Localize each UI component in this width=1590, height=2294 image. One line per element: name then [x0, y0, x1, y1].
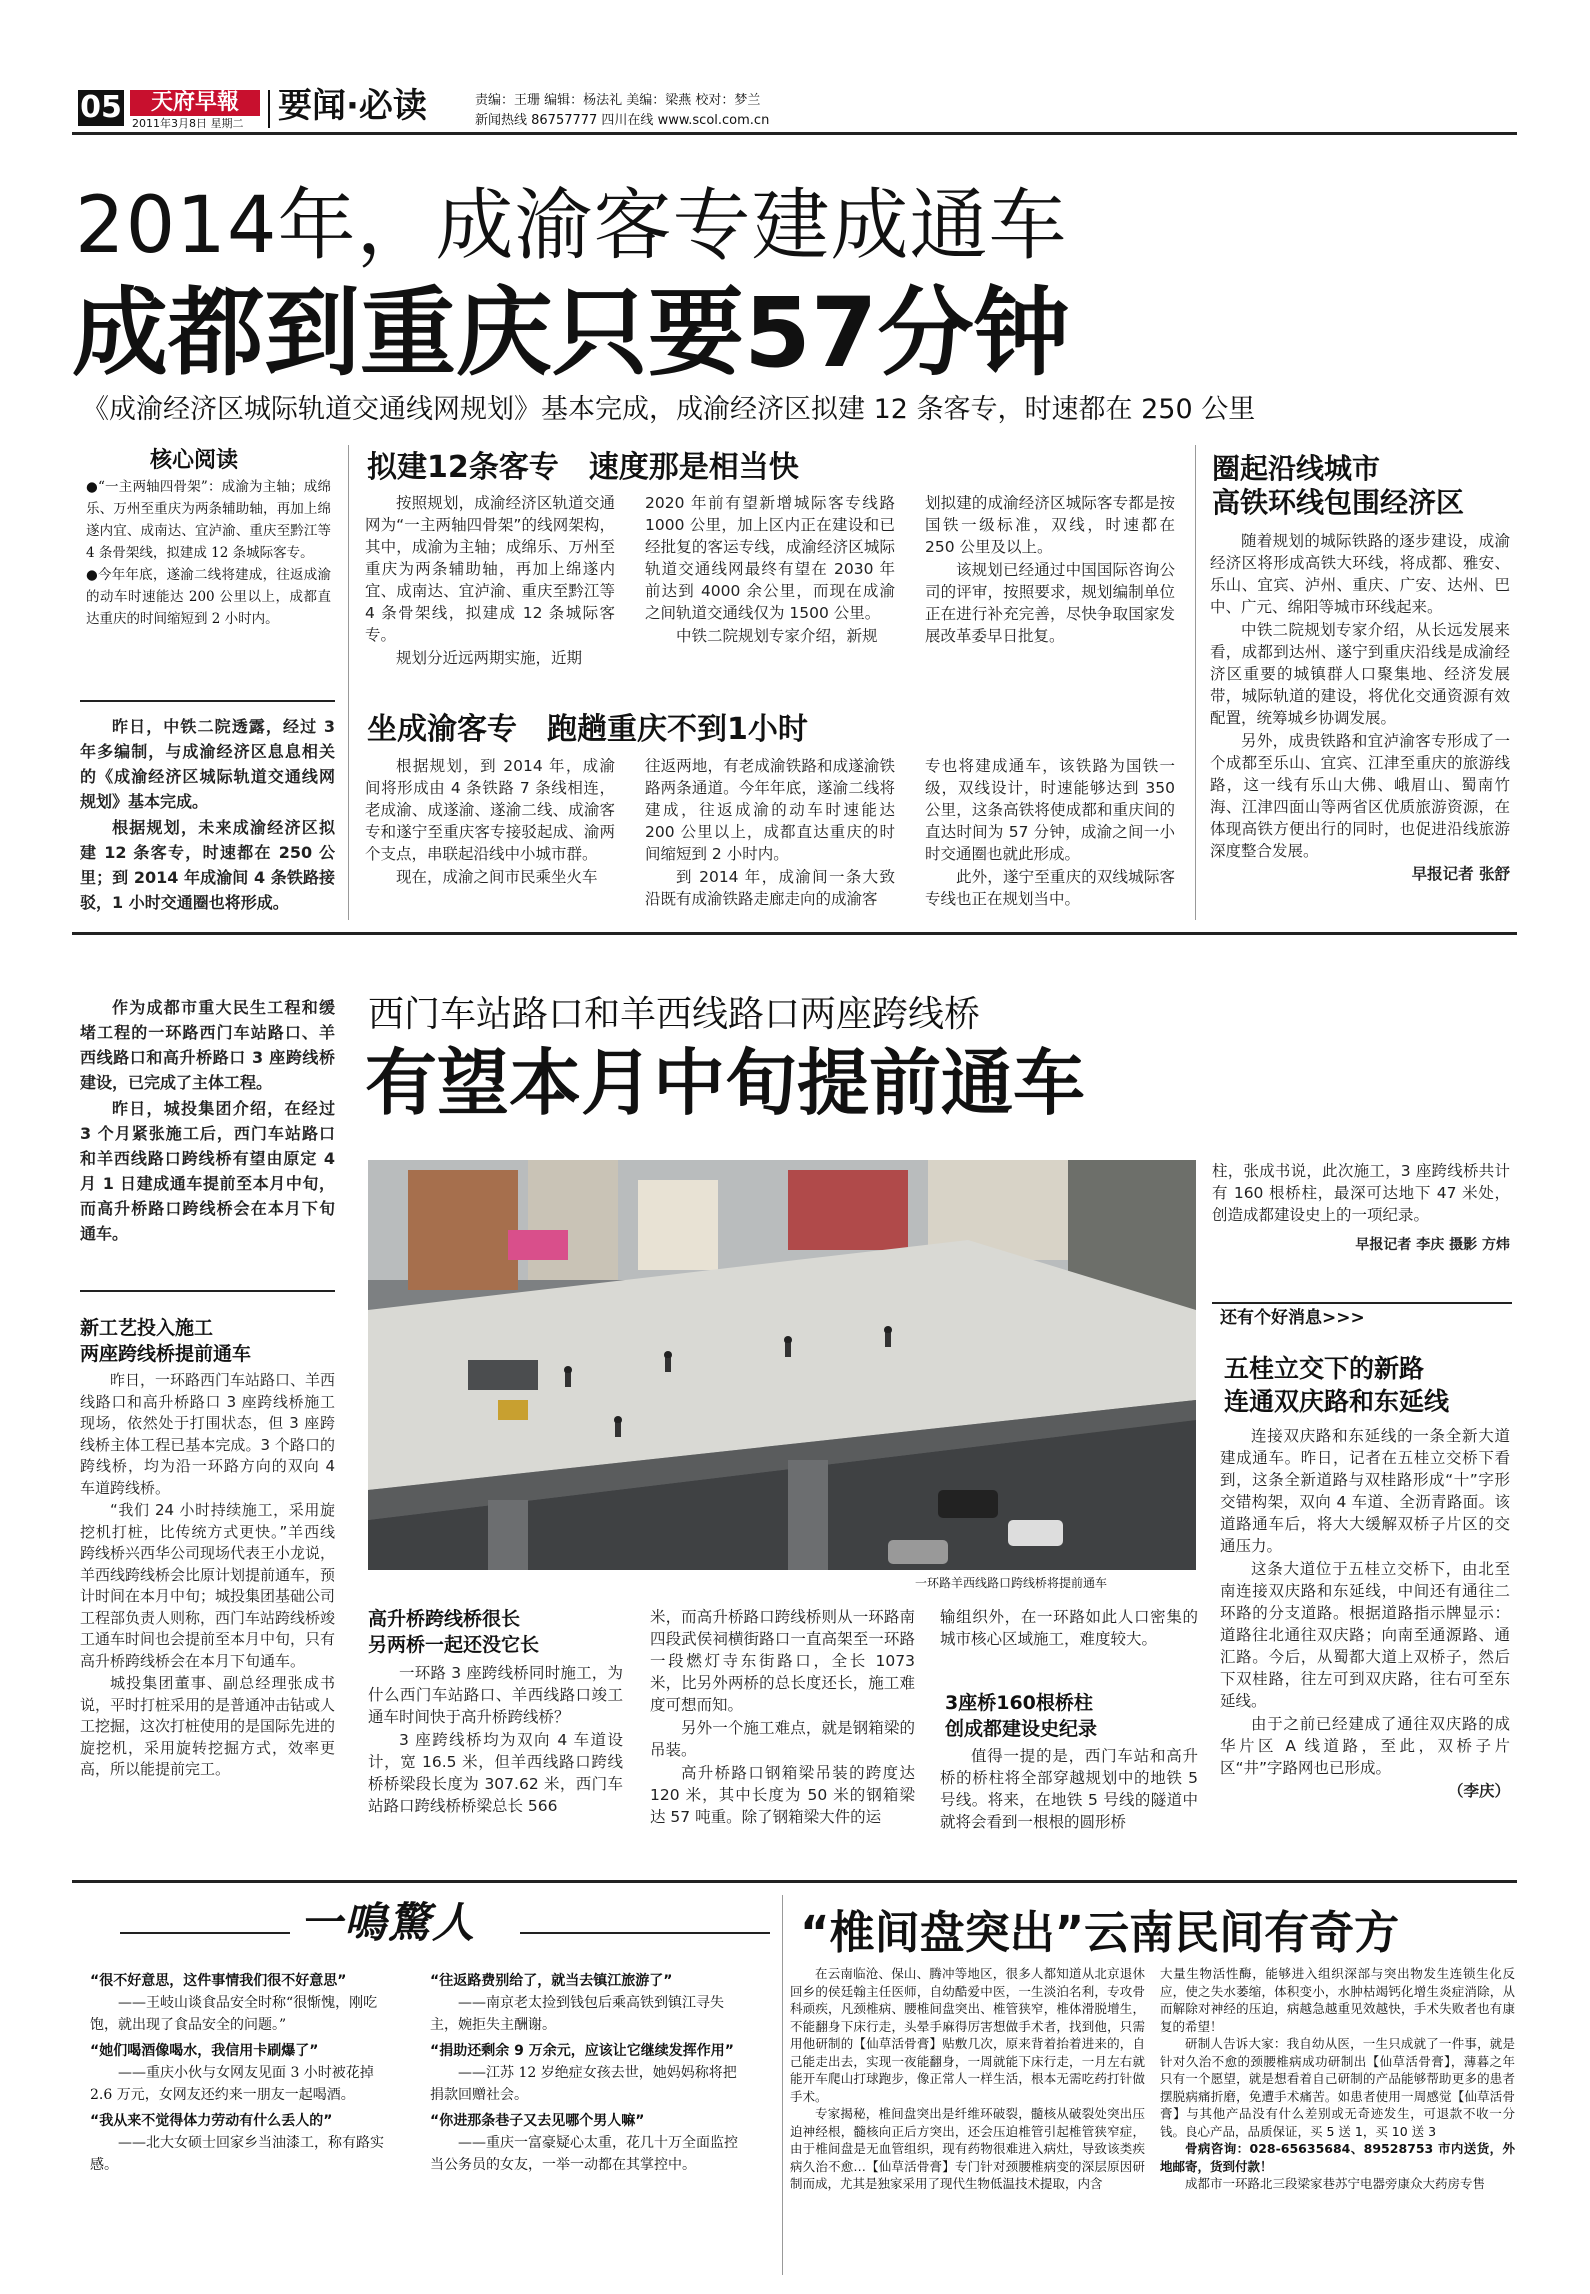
page-number: 05 — [78, 90, 124, 126]
quote-4-source: ——南京老太捡到钱包后乘高铁到镇江寻失主，婉拒失主酬谢。 — [430, 1995, 724, 2033]
bridge-sub2-title — [368, 1606, 539, 1658]
sec1-col2-p2: 中铁二院规划专家介绍，新规 — [676, 627, 878, 645]
lead-subhead: 《成渝经济区城际轨道交通线网规划》基本完成，成渝经济区拟建 12 条客专，时速都在 250 公里 — [82, 394, 1256, 425]
ad-col2-p1: 大量生物活性酶，能够进入组织深部与突出物发生连锁生化反应，使之失水萎缩，体积变小，水肿枯竭钙化增生炎症消除，从而解除对神经的压迫，病越急越重见效越快，手术失败者也有康复的希望！ — [1160, 1966, 1515, 2034]
masthead-logo: 天府早報 — [130, 90, 260, 116]
bridge-sub2-title-line2: 另两桥一起还没它长 — [368, 1634, 540, 1656]
sec2-col3-p2: 此外，遂宁至重庆的双线城际客专线也正在规划当中。 — [925, 868, 1175, 908]
sec2-col2-p2: 到 2014 年，成渝间一条大致沿既有成渝铁路走廊走向的成渝客 — [645, 868, 895, 908]
sec1-col3 — [925, 492, 1175, 648]
sec1-col2 — [645, 492, 895, 648]
bridge-sub3-body — [940, 1745, 1198, 1834]
bridge-sub3-title — [945, 1690, 1097, 1742]
quotes-col1 — [90, 1970, 400, 2176]
quote-2-source: ——重庆小伙与女网友见面 3 小时被花掉 2.6 万元，女网友还约来一朋友一起喝酒。 — [90, 2065, 374, 2103]
bridge-sub1-title — [80, 1315, 251, 1367]
sec3-body — [1210, 530, 1510, 885]
bridge-byline: 早报记者 李庆 摄影 方炜 — [1355, 1237, 1510, 1253]
sec2-col1 — [365, 755, 615, 889]
ad-col1-p1: 在云南临沧、保山、腾冲等地区，很多人都知道从北京退休回乡的侯廷翰主任医师，自幼酷爱中医，一生淡泊名利，专攻骨科顽疾，凡颈椎病、腰椎间盘突出、椎管狭窄，椎体滑脱增生，不能翻身下床行走，头晕手麻得厉害想做手术者，找到他，只需用他研制的【仙草活骨膏】贴敷几次，原来背着抬着进来的，自己能走出去，实现一夜能翻身，一周就能下床行走，一月左右就能开车爬山打球跑步，像正常人一样生活，根本无需吃药打针做手术。 — [790, 1966, 1145, 2104]
quotes-logo: 一鳴驚人 — [300, 1898, 477, 1947]
quote-5: “捐助还剩余 9 万余元，应该让它继续发挥作用” — [430, 2043, 734, 2059]
quotes-logo-rule-right — [520, 1932, 770, 1934]
ad-phone: 骨病咨询：028-65635684、89528753 市内送货，外地邮寄，货到付款！ — [1160, 2141, 1515, 2174]
good-news-body — [1220, 1425, 1510, 1802]
issue-date: 2011年3月8日 星期二 — [132, 117, 244, 130]
sec1-title: 拟建12条客专 速度那是相当快 — [367, 450, 799, 485]
core-read-p1: ●“一主两轴四骨架”：成渝为主轴；成绵乐、万州至重庆为两条辅助轴，再加上绵遂内宜、成南达、宜泸渝、重庆至黔江等 4 条骨架线，拟建成 12 条城际客专。 — [86, 479, 331, 561]
bridge-bottom-rule — [72, 1880, 1517, 1883]
quote-2: “她们喝酒像喝水，我信用卡刷爆了” — [90, 2043, 319, 2059]
quote-3: “我从来不觉得体力劳动有什么丢人的” — [90, 2113, 333, 2129]
bridge-photo-illustration — [368, 1160, 1196, 1570]
bridge-sub2-col2-p1: 米，而高升桥路口跨线桥则从一环路南四段武侯祠横街路口一直高架至一环路一段燃灯寺东街路口，全长 1073 米，比另外两桥的总长度还长，施工难度可想而知。 — [650, 1608, 915, 1714]
quotes-col2 — [430, 1970, 750, 2176]
good-news-title — [1224, 1352, 1449, 1418]
bridge-photo — [368, 1160, 1196, 1570]
col-divider-2 — [1195, 445, 1196, 920]
editor-credits: 责编：王珊 编辑：杨法礼 美编：梁燕 校对：梦兰 — [475, 93, 761, 108]
bridge-intro-p2: 昨日，城投集团介绍，在经过 3 个月紧张施工后，西门车站路口和羊西线路口跨线桥有望由原定 4 月 1 日建成通车提前至本月中旬，而高升桥路口跨线桥会在本月下旬通车。 — [80, 1099, 335, 1243]
news-hotline: 新闻热线 86757777 四川在线 www.scol.com.cn — [475, 113, 770, 128]
sec1-col2-p1: 2020 年前有望新增城际客专线路 1000 公里，加上区内正在建设和已经批复的客运专线，成渝经济区城际轨道交通线网最终有望在 2030 年前达到 4000 余公里，而现在成渝之间轨道交通线仅为 1500 公里。 — [645, 494, 895, 622]
quotes-logo-rule-left — [120, 1932, 290, 1934]
sec2-col1-p1: 根据规划，到 2014 年，成渝间将形成由 4 条铁路 7 条线相连，老成渝、成遂渝、遂渝二线、成渝客专和遂宁至重庆客专接驳起成、渝两个支点，串联起沿线中小城市群。 — [365, 757, 615, 863]
quote-1-source: ——王岐山谈食品安全时称“很惭愧，刚吃饱，就出现了食品安全的问题。” — [90, 1995, 378, 2033]
ad-col1-p2: 专家揭秘，椎间盘突出是纤维环破裂，髓核从破裂处突出压迫神经根，髓核向正后方突出，还会压迫椎管引起椎管狭窄症，由于椎间盘是无血管组织，现有药物很难进入病灶，导致该类疾病久治不愈…【仙草活骨膏】专门针对颈腰椎病变的深层原因研制而成，尤其是独家采用了现代生物低温技术提取，内含 — [790, 2106, 1145, 2191]
bridge-intro-p1: 作为成都市重大民生工程和缓堵工程的一环路西门车站路口、羊西线路口和高升桥路口 3 座跨线桥建设，已完成了主体工程。 — [80, 998, 335, 1092]
sec1-col1-p2: 规划分近远两期实施，近期 — [396, 649, 583, 667]
bridge-sub1-title-line1: 新工艺投入施工 — [80, 1317, 214, 1339]
core-read-body — [86, 476, 331, 630]
ad-col1 — [790, 1965, 1145, 2193]
sec3-byline: 早报记者 张舒 — [1411, 865, 1510, 883]
sec2-col2-p1: 往返两地，有老成渝铁路和成遂渝铁路两条通道。今年年底，遂渝二线将建成，往返成渝的动车时速能达 200 公里以上，成都直达重庆的时间缩短到 2 小时内。 — [645, 757, 895, 863]
bridge-sub2-p2: 3 座跨线桥均为双向 4 车道设计，宽 16.5 米，但羊西线路口跨线桥桥梁段长度为 307.62 米，西门车站路口跨线桥桥梁总长 566 — [368, 1731, 623, 1815]
header-divider — [268, 90, 270, 128]
quote-4: “往返路费别给了，就当去镇江旅游了” — [430, 1973, 673, 1989]
lead-intro-p1: 昨日，中铁二院透露，经过 3 年多编制，与成渝经济区息息相关的《成渝经济区城际轨道交通线网规划》基本完成。 — [80, 717, 335, 811]
quote-1: “很不好意思，这件事情我们很不好意思” — [90, 1973, 347, 1989]
sec2-col2 — [645, 755, 895, 911]
ad-address: 成都市一环路北三段梁家巷苏宁电器旁康众大药房专售 — [1185, 2176, 1486, 2191]
bridge-sub2-body — [368, 1662, 623, 1818]
core-read-title: 核心阅读 — [150, 448, 239, 473]
sec3-title-line2: 高铁环线包围经济区 — [1212, 486, 1465, 519]
header-rule — [72, 132, 1517, 135]
bridge-sub2-p1: 一环路 3 座跨线桥同时施工，为什么西门车站路口、羊西线路口竣工通车时间快于高升桥跨线桥？ — [368, 1664, 623, 1726]
sec1-col1-p1: 按照规划，成渝经济区轨道交通网为“一主两轴四骨架”的线网架构，其中，成渝为主轴；成绵乐、万州至重庆为两条辅助轴，再加上绵遂内宜、成南达、宜泸渝、重庆至黔江等 4 条骨架线，拟建成 12 条城际客专。 — [365, 494, 615, 644]
bridge-sub2-col3-p1: 输组织外，在一环路如此人口密集的城市核心区域施工，难度较大。 — [940, 1608, 1198, 1648]
sec2-title: 坐成渝客专 跑趟重庆不到1小时 — [367, 712, 808, 747]
sec1-col3-p2: 该规划已经通过中国国际咨询公司的评审，按照要求，规划编制单位正在进行补充完善，尽快争取国家发展改革委早日批复。 — [925, 561, 1175, 645]
quote-6: “你进那条巷子又去见哪个男人嘛” — [430, 2113, 645, 2129]
ad-col2 — [1160, 1965, 1515, 2193]
sec3-title-line1: 圈起沿线城市 — [1212, 452, 1381, 485]
good-news-label: 还有个好消息>>> — [1220, 1308, 1365, 1328]
bridge-sub2-col3 — [940, 1606, 1198, 1651]
lead-bottom-rule — [72, 932, 1517, 935]
bridge-sub1-p1: 昨日，一环路西门车站路口、羊西线路口和高升桥路口 3 座跨线桥施工现场，依然处于打围状态，但 3 座跨线桥主体工程已基本完成。3 个路口的跨线桥，均为沿一环路方向的双向 4 车道跨线桥。 — [80, 1371, 336, 1497]
lead-intro — [80, 714, 335, 916]
good-news-title-line1: 五桂立交下的新路 — [1224, 1354, 1425, 1383]
bridge-sub2-title-line1: 高升桥跨线桥很长 — [368, 1608, 521, 1630]
bridge-right-text — [1212, 1160, 1510, 1256]
ad-title: “椎间盘突出”云南民间有奇方 — [800, 1906, 1400, 1959]
lead-intro-p2: 根据规划，未来成渝经济区拟建 12 条客专，时速都在 250 公里；到 2014 年成渝间 4 条铁路接驳，1 小时交通圈也将形成。 — [80, 818, 335, 912]
bridge-sub1-title-line2: 两座跨线桥提前通车 — [80, 1343, 252, 1365]
bridge-headline-2: 有望本月中旬提前通车 — [365, 1041, 1086, 1125]
bridge-sub3-p: 值得一提的是，西门车站和高升桥的桥柱将全部穿越规划中的地铁 5 号线。将来，在地铁 5 号线的隧道中就将会看到一根根的圆形桥 — [940, 1747, 1198, 1831]
ad-col2-p2: 研制人告诉大家：我自幼从医，一生只成就了一件事，就是针对久治不愈的颈腰椎病成功研制出【仙草活骨膏】，薄暮之年只有一个愿望，就是想看着自己研制的产品能够帮助更多的患者摆脱病痛折磨，免遭手术痛苦。如患者使用一周感觉【仙草活骨膏】与其他产品没有什么差别或无奇迹发生，可退款不收一分钱。良心产品，品质保证，买 5 送 1，买 10 送 3 — [1160, 2036, 1515, 2139]
good-news-rule — [1212, 1302, 1512, 1304]
bridge-intro — [80, 995, 335, 1247]
sec1-col3-p1: 划拟建的成渝经济区城际客专都是按国铁一级标准，双线，时速都在 250 公里及以上。 — [925, 494, 1175, 556]
section-title: 要闻·必读 — [278, 86, 427, 126]
sec2-col1-p2: 现在，成渝之间市民乘坐火车 — [396, 868, 598, 886]
bridge-sub2-col2 — [650, 1606, 915, 1829]
lead-headline-1: 2014年，成渝客专建成通车 — [75, 181, 1068, 271]
bridge-photo-caption: 一环路羊西线路口跨线桥将提前通车 — [915, 1576, 1108, 1590]
good-news-p2: 这条大道位于五桂立交桥下，由北至南连接双庆路和东延线，中间还有通往二环路的分支道路。根据道路指示牌显示：道路往北通往双庆路；向南至通源路、通汇路。今后，从蜀都大道上双桥子，然后下双桂路，往左可到双庆路，往右可至东延线。 — [1220, 1560, 1510, 1710]
bridge-sub1-p3: 城投集团董事、副总经理张成书说，平时打桩采用的是普通冲击钻或人工挖掘，这次打桩使用的是国际先进的旋挖机，采用旋转挖掘方式，效率更高，所以能提前完工。 — [80, 1674, 336, 1778]
sec3-title — [1212, 452, 1464, 520]
col-divider-1 — [348, 445, 349, 920]
quote-5-source: ——江苏 12 岁绝症女孩去世，她妈妈称将把捐款回赠社会。 — [430, 2065, 737, 2103]
sec3-p3: 另外，成贵铁路和宜泸渝客专形成了一个成都至乐山、宜宾、江津至重庆的旅游线路，这一线有乐山大佛、峨眉山、蜀南竹海、江津四面山等两省区优质旅游资源，在体现高铁方便出行的同时，也促进沿线旅游深度整合发展。 — [1210, 732, 1510, 860]
bridge-intro-rule — [80, 1290, 335, 1292]
sec2-col3 — [925, 755, 1175, 911]
col-divider-3 — [782, 1895, 783, 2275]
bridge-right-p: 柱，张成书说，此次施工，3 座跨线桥共计有 160 根桥柱，最深可达地下 47 米处，创造成都建设史上的一项纪录。 — [1212, 1162, 1510, 1224]
core-read-rule — [80, 700, 335, 702]
sec2-col3-p1: 专也将建成通车，该铁路为国铁一级，双线设计，时速能够达到 350 公里，这条高铁将使成都和重庆间的直达时间为 57 分钟，成渝之间一小时交通圈也就此形成。 — [925, 757, 1175, 863]
bridge-sub2-col2-p2: 另外一个施工难点，就是钢箱梁的吊装。 — [650, 1719, 915, 1759]
lead-headline-2: 成都到重庆只要57分钟 — [72, 277, 1070, 389]
bridge-sub2-col2-p3: 高升桥路口钢箱梁吊装的跨度达 120 米，其中长度为 50 米的钢箱梁达 57 吨重。除了钢箱梁大件的运 — [650, 1764, 915, 1826]
quote-6-source: ——重庆一富豪疑心太重，花几十万全面监控当公务员的女友，一举一动都在其掌控中。 — [430, 2135, 738, 2173]
good-news-title-line2: 连通双庆路和东延线 — [1224, 1387, 1450, 1416]
sec1-col1 — [365, 492, 615, 670]
sec3-p2: 中铁二院规划专家介绍，从长远发展来看，成都到达州、遂宁到重庆沿线是成渝经济区重要的城镇群人口聚集地、经济发展带，城际轨道的建设，将优化交通资源有效配置，统筹城乡协调发展。 — [1210, 621, 1510, 727]
core-read-p2: ●今年年底，遂渝二线将建成，往返成渝的动车时速能达 200 公里以上，成都直达重庆的时间缩短到 2 小时内。 — [86, 567, 331, 627]
good-news-p3: 由于之前已经建成了通往双庆路的成华片区 A 线道路，至此，双桥子片区“井”字路网也已形成。 — [1220, 1715, 1510, 1777]
sec3-p1: 随着规划的城际铁路的逐步建设，成渝经济区将形成高铁大环线，将成都、雅安、乐山、宜宾、泸州、重庆、广安、达州、巴中、广元、绵阳等城市环线起来。 — [1210, 532, 1510, 616]
good-news-byline: （李庆） — [1447, 1782, 1510, 1800]
quote-3-source: ——北大女硕士回家乡当油漆工，称有路实感。 — [90, 2135, 384, 2173]
bridge-sub1-body — [80, 1370, 335, 1782]
bridge-sub3-title-line1: 3座桥160根桥柱 — [945, 1692, 1093, 1714]
bridge-headline-1: 西门车站路口和羊西线路口两座跨线桥 — [368, 994, 981, 1035]
bridge-sub3-title-line2: 创成都建设史纪录 — [945, 1718, 1098, 1740]
good-news-p1: 连接双庆路和东延线的一条全新大道建成通车。昨日，记者在五桂立交桥下看到，这条全新道路与双桂路形成“十”字形交错构架，双向 4 车道、全沥青路面。该道路通车后，将大大缓解双桥子片区的交通压力。 — [1220, 1427, 1510, 1555]
bridge-sub1-p2: “我们 24 小时持续施工，采用旋挖机打桩，比传统方式更快。”羊西线跨线桥兴西华公司现场代表王小龙说，羊西线跨线桥会比原计划提前通车，预计时间在本月中旬；城投集团基础公司工程部负责人则称，西门车站跨线桥竣工通车时间也会提前至本月中旬，只有高升桥跨线桥会在本月下旬通车。 — [80, 1501, 336, 1670]
